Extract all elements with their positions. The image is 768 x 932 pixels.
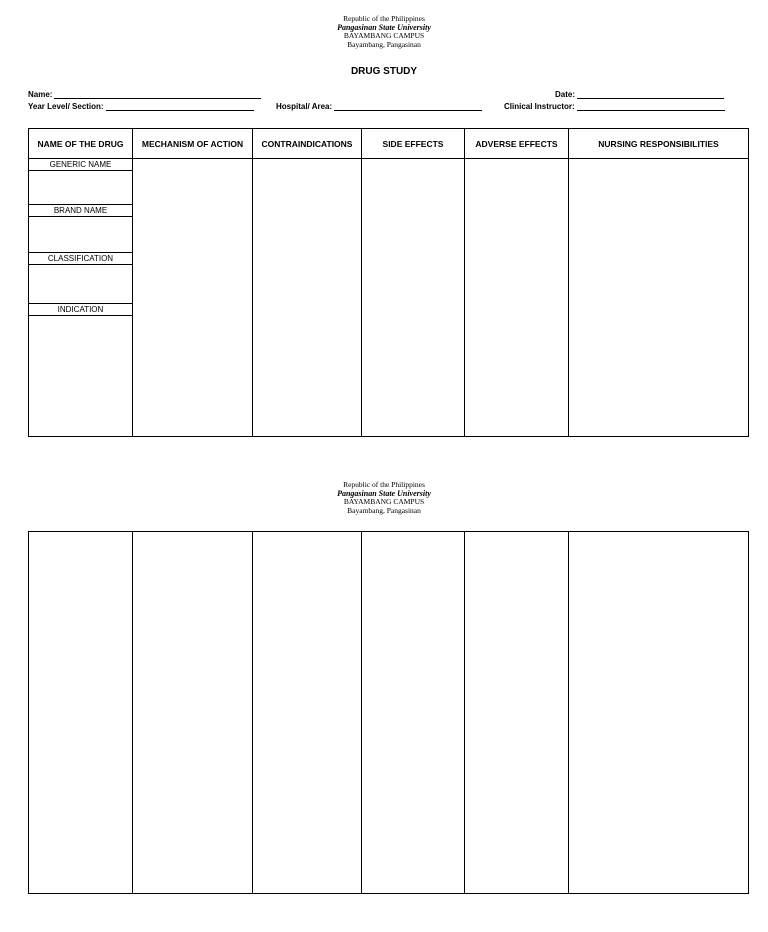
mechanism-cell[interactable] — [133, 159, 253, 437]
republic-text: Republic of the Philippines — [343, 14, 425, 23]
date-field[interactable] — [555, 90, 724, 99]
campus-name: BAYAMBANG CAMPUS — [343, 31, 425, 41]
name-field[interactable] — [28, 90, 261, 99]
republic-text: Republic of the Philippines — [343, 480, 425, 489]
contraindications-cell[interactable] — [253, 532, 362, 894]
university-name: Pangasinan State University — [337, 488, 431, 498]
adverse-effects-cell[interactable] — [465, 159, 569, 437]
nursing-responsibilities-cell[interactable] — [569, 532, 749, 894]
university-header — [0, 15, 768, 49]
adverse-effects-cell[interactable] — [465, 532, 569, 894]
classification-label: CLASSIFICATION — [29, 252, 132, 265]
header-name-of-drug: NAME OF THE DRUG — [29, 129, 133, 159]
hospital-label: Hospital/ Area: — [276, 102, 333, 111]
campus-address: Bayambang, Pangasinan — [347, 39, 421, 49]
instructor-line — [577, 102, 725, 111]
campus-name: BAYAMBANG CAMPUS — [343, 497, 425, 507]
table-header-row — [29, 129, 749, 159]
side-effects-cell[interactable] — [362, 532, 465, 894]
name-line — [54, 90, 261, 99]
mechanism-cell[interactable] — [133, 532, 253, 894]
name-label: Name: — [28, 90, 53, 99]
year-level-field[interactable] — [28, 102, 254, 111]
year-level-label: Year Level/ Section: — [28, 102, 104, 111]
student-info-fields — [28, 90, 736, 114]
drug-name-cell[interactable] — [29, 159, 133, 437]
document-title: DRUG STUDY — [350, 66, 418, 77]
drug-study-table-page-2 — [28, 531, 749, 894]
instructor-label: Clinical Instructor: — [504, 102, 575, 111]
drug-name-cell[interactable] — [29, 532, 133, 894]
date-line — [577, 90, 724, 99]
table-body-row — [29, 532, 749, 894]
table-body-row — [29, 159, 749, 437]
hospital-line — [334, 102, 482, 111]
university-name: Pangasinan State University — [337, 22, 431, 32]
university-header-page-2 — [0, 481, 768, 515]
nursing-responsibilities-cell[interactable] — [569, 159, 749, 437]
drug-study-table — [28, 128, 749, 437]
header-mechanism: MECHANISM OF ACTION — [133, 129, 253, 159]
campus-address: Bayambang, Pangasinan — [347, 505, 421, 515]
year-level-line — [106, 102, 254, 111]
header-nursing-responsibilities: NURSING RESPONSIBILITIES — [569, 129, 749, 159]
header-adverse-effects: ADVERSE EFFECTS — [465, 129, 569, 159]
header-side-effects: SIDE EFFECTS — [362, 129, 465, 159]
brand-name-label: BRAND NAME — [29, 204, 132, 217]
date-label: Date: — [555, 90, 576, 99]
contraindications-cell[interactable] — [253, 159, 362, 437]
hospital-field[interactable] — [276, 102, 482, 111]
indication-label: INDICATION — [29, 303, 132, 316]
generic-name-label: GENERIC NAME — [29, 158, 132, 171]
instructor-field[interactable] — [504, 102, 725, 111]
header-contraindications: CONTRAINDICATIONS — [253, 129, 362, 159]
side-effects-cell[interactable] — [362, 159, 465, 437]
